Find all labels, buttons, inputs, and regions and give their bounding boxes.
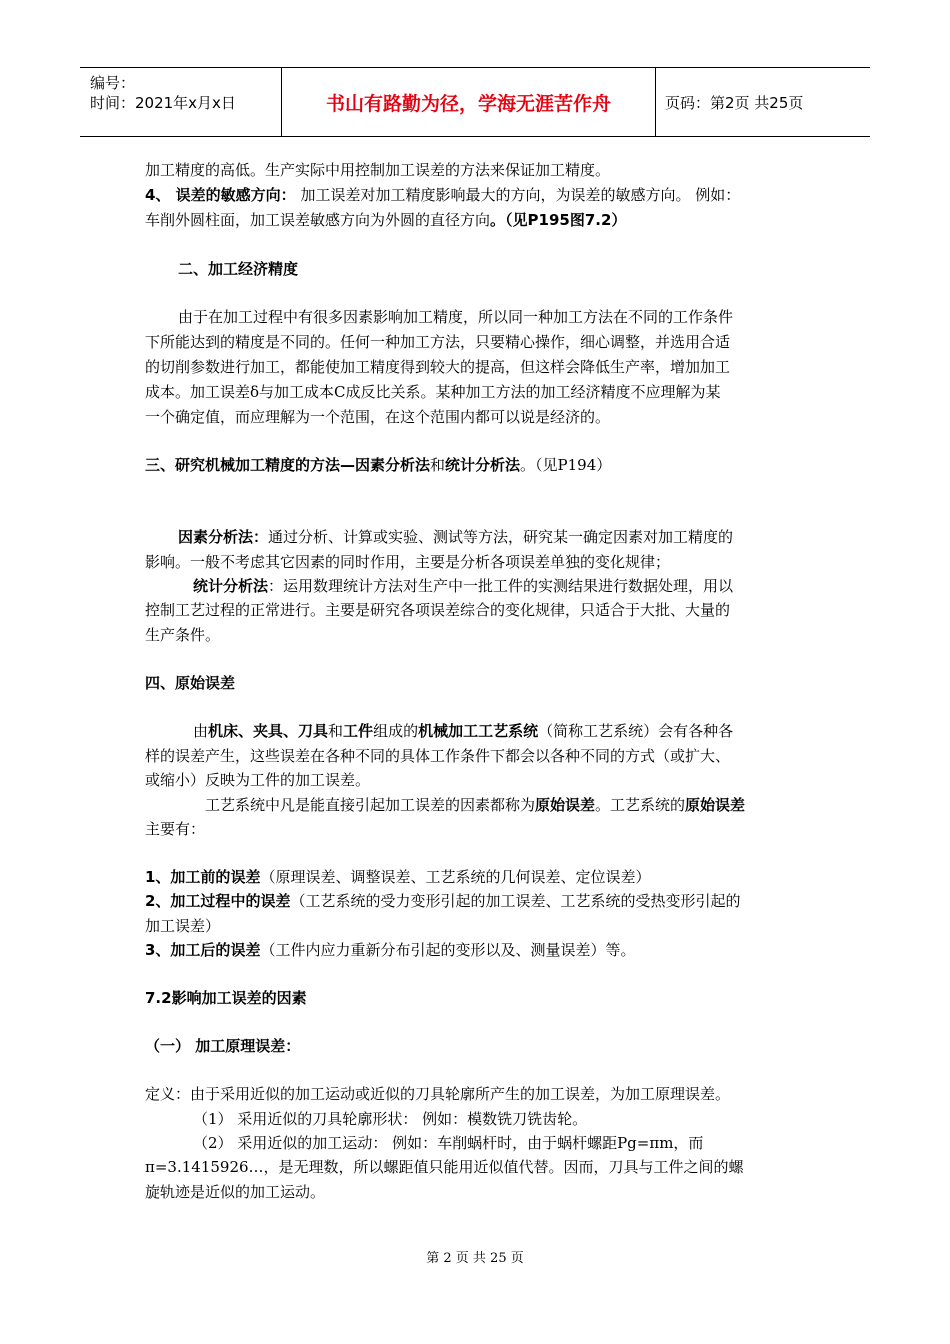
text-part: 由: [193, 722, 209, 740]
header-page-info: 页码：第2页 共25页: [665, 94, 804, 112]
list-item-sensitive-direction: [145, 185, 740, 205]
paragraph-line: 主要有：: [145, 820, 206, 838]
text-part: 机床、夹具、刀具: [208, 722, 329, 740]
body-line: [145, 210, 626, 230]
list-item: [145, 940, 635, 960]
item-text: 加工误差对加工精度影响最大的方向，为误差的敏感方向。 例如：: [295, 186, 741, 204]
body-line: 加工精度的高低。生产实际中用控制加工误差的方法来保证加工精度。: [145, 161, 611, 179]
definition-line: （2） 采用近似的加工运动： 例如：车削蜗杆时，由于蜗杆螺距Pg=πm，而: [193, 1134, 704, 1152]
list-item-heading: 1、加工前的误差: [145, 868, 261, 886]
paragraph-line: 的切削参数进行加工，都能使加工精度得到较大的提高，但这样会降低生产率，增加加工: [145, 358, 731, 376]
term-text: ：运用数理统计方法对生产中一批工件的实测结果进行数据处理，用以: [268, 577, 734, 595]
paragraph-line: 由于在加工过程中有很多因素影响加工精度，所以同一种加工方法在不同的工作条件: [178, 308, 734, 326]
line-text: 车削外圆柱面，加工误差敏感方向为外圆的直径方向: [145, 211, 491, 229]
text-part: 原始误差: [685, 796, 746, 814]
paragraph-line: 成本。加工误差δ与加工成本C成反比关系。某种加工方法的加工经济精度不应理解为某: [145, 383, 721, 401]
page-header: [80, 67, 870, 137]
number-label: 编号：: [90, 74, 136, 92]
paragraph-line: 一个确定值，而应理解为一个范围，在这个范围内都可以说是经济的。: [145, 408, 611, 426]
heading-part: 统计分析法: [445, 456, 521, 474]
definition-line: 定义：由于采用近似的加工运动或近似的刀具轮廓所产生的加工误差，为加工原理误差。: [145, 1085, 731, 1103]
term: 因素分析法：: [178, 528, 269, 546]
list-item-text: （工件内应力重新分布引起的变形以及、测量误差）等。: [260, 941, 636, 959]
section-heading-7-2: 7.2影响加工误差的因素: [145, 989, 307, 1007]
text-part: 工艺系统中凡是能直接引起加工误差的因素都称为: [205, 796, 536, 814]
paragraph-line: 控制工艺过程的正常进行。主要是研究各项误差综合的变化规律，只适合于大批、大量的: [145, 601, 731, 619]
paragraph-line: 下所能达到的精度是不同的。任何一种加工方法，只要精心操作，细心调整，并选用合适: [145, 333, 731, 351]
list-item: [145, 867, 650, 887]
list-item: [145, 891, 740, 911]
paragraph-line: [193, 721, 733, 741]
list-item-text: （原理误差、调整误差、工艺系统的几何误差、定位误差）: [260, 868, 651, 886]
paragraph-line: 或缩小）反映为工件的加工误差。: [145, 771, 371, 789]
line-ref: 。（见P195图7.2）: [490, 211, 627, 229]
paragraph-line: [178, 527, 733, 547]
section-heading-3: [145, 455, 611, 475]
time-label: 时间：2021年x月x日: [90, 94, 236, 112]
paragraph-line: 样的误差产生，这些误差在各种不同的具体工作条件下都会以各种不同的方式（或扩大、: [145, 747, 731, 765]
section-heading-2: 二、加工经济精度: [178, 260, 299, 278]
definition-line: （1） 采用近似的刀具轮廓形状： 例如：模数铣刀铣齿轮。: [193, 1110, 588, 1128]
text-part: 组成的: [373, 722, 419, 740]
heading-part: 三、研究机械加工精度的方法—因素分析法: [145, 456, 431, 474]
paragraph-line: 生产条件。: [145, 626, 221, 644]
page-footer: 第 2 页 共 25 页: [426, 1251, 524, 1266]
text-part: 。工艺系统的: [595, 796, 686, 814]
heading-part: 。（见P194）: [520, 456, 612, 474]
text-part: 工件: [343, 722, 374, 740]
text-part: 原始误差: [535, 796, 596, 814]
heading-part: 和: [430, 456, 446, 474]
paragraph-line: 影响。一般不考虑其它因素的同时作用，主要是分析各项误差单独的变化规律；: [145, 553, 671, 571]
term: 统计分析法: [193, 577, 269, 595]
list-item-heading: 3、加工后的误差: [145, 941, 261, 959]
text-part: 机械加工工艺系统: [418, 722, 539, 740]
paragraph-line: [205, 795, 745, 815]
definition-line: π=3.1415926…，是无理数，所以螺距值只能用近似值代替。因而，刀具与工件之间的螺: [145, 1158, 744, 1176]
item-heading: 4、 误差的敏感方向：: [145, 186, 296, 204]
text-part: 和: [328, 722, 344, 740]
list-item-heading: 2、加工过程中的误差: [145, 892, 291, 910]
list-item-text: （工艺系统的受力变形引起的加工误差、工艺系统的受热变形引起的: [290, 892, 741, 910]
header-meta-cell: [80, 68, 282, 136]
list-item-continuation: 加工误差）: [145, 917, 221, 935]
definition-line: 旋轨迹是近似的加工运动。: [145, 1183, 326, 1201]
text-part: （简称工艺系统）会有各种各: [538, 722, 734, 740]
subsection-heading: （一） 加工原理误差：: [145, 1037, 301, 1055]
paragraph-line: [193, 576, 733, 596]
term-text: 通过分析、计算或实验、测试等方法，研究某一确定因素对加工精度的: [268, 528, 734, 546]
header-motto: 书山有路勤为径，学海无涯苦作舟: [282, 68, 656, 136]
section-heading-4: 四、原始误差: [145, 674, 236, 692]
